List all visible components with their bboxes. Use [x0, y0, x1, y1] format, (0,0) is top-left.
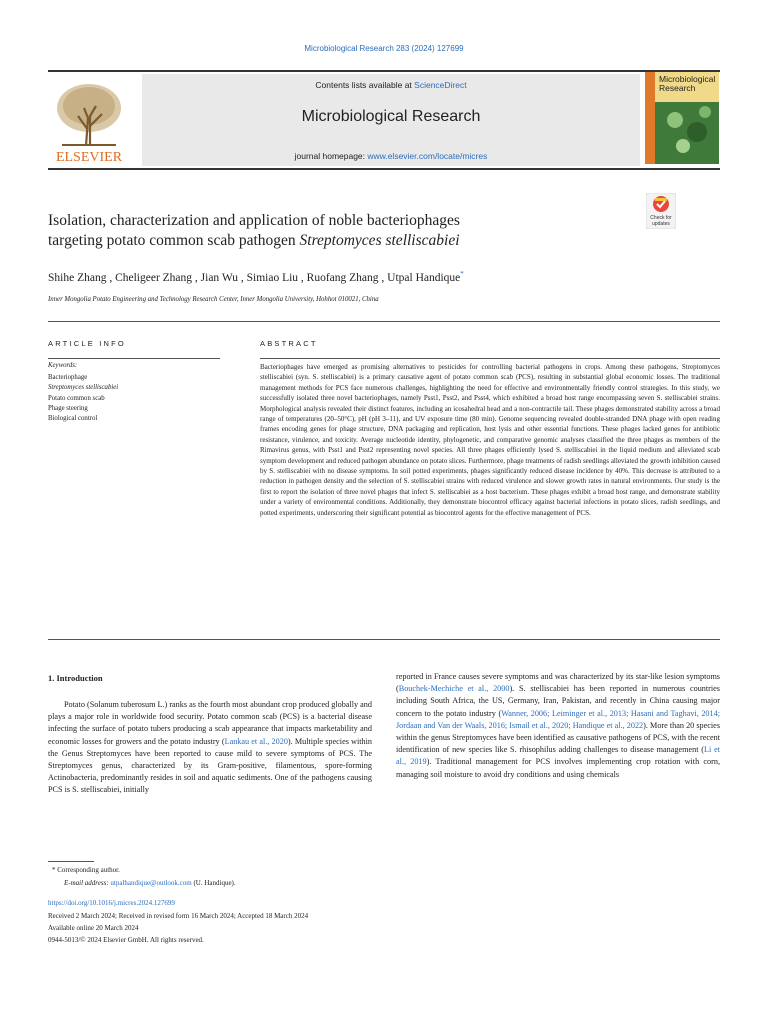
keywords-list	[48, 373, 118, 424]
cover-title-line2: Research	[659, 83, 696, 93]
contents-prefix: Contents lists available at	[315, 80, 415, 90]
journal-homepage-line	[142, 151, 640, 161]
homepage-prefix: journal homepage:	[294, 151, 368, 161]
email-note	[64, 879, 236, 887]
keyword-item: Biological control	[48, 415, 98, 423]
citation-link[interactable]: Wanner, 2006; Leiminger et al., 2013; Hasani and Taghavi, 2014; Jordaan and Van der Waals, 2016; Ismail et al., 2020; Handique et al., 2022	[396, 708, 720, 730]
intro-text: ). S. stelliscabiei has been reported in numerous countries including South Africa, the US, Germany, Iran, Pakistan, and recently in China causing major concern to the potato industry (	[396, 684, 720, 718]
footnote-rule	[48, 861, 94, 862]
intro-column-2	[396, 671, 720, 781]
email-link[interactable]: utpalhandique@outlook.com	[110, 879, 192, 887]
abstract-text: Bacteriophages have emerged as promising alternatives to pesticides for controlling bacterial pathogens in crops. Among these pathogens, Streptomyces stelliscabiei (syn. S. stelliscabiei) is a primary causative agent of potato common scab (PCS), resulting in substantial global economic losses. The traditional management methods for PCS face numerous challenges, highlighting the need for effective and environmentally friendly control strategies. In this study, we successfully isolated three novel bacteriophages, namely Psst1, Psst2, and Psst4, which exhibited a broad host range encompassing seven S. stelliscabiei strains. Morphological analysis revealed their distinct features, including an icosahedral head and a non-contractile tail. These phages demonstrated stability across a broad range of temperatures (20–50°C), pH (pH 3–11), and UV exposure time (80 min). Genome sequencing revealed double-stranded DNA phage with open reading frames encoding genes for phage structure, DNA packaging and replication, host lysis and other essential functions. These phages lacked genes for antibiotic resistance, virulence, and toxicity. Average nucleotide identity, phylogenetic, and comparative genomic analyses classified the three phages as members of the Rimavirus genus, with Psst1 and Psst2 representing novel species. All three phages efficiently lysed S. stelliscabiei in the liquid medium and alleviated scab symptom development and reduced pathogen abundance on potato slices. Furthermore, phage treatments of radish seedlings alleviated the growth inhibition caused by S. stelliscabiei with no disease symptoms. In soil potted experiments, phages significantly reduced disease incidence by 40%. This decrease is attributed to a reduction in pathogen density and the selection of S. stelliscabiei strains with reduced virulence and slower growth rates in natural environments. Our study is the first to report the isolation of three novel phages that infect S. stelliscabiei as a host bacterium. These phages exhibit a broad host range, and demonstrate stability under a variety of environmental conditions. Additionally, they demonstrate biocontrol efficacy against bacterial infections in potato slices, radish seedlings, and potted experiments, underscoring their significant potential as biocontrol agents for the effective management of PCS.	[260, 363, 720, 517]
elsevier-tree-icon	[48, 78, 130, 164]
journal-homepage-link[interactable]: www.elsevier.com/locate/micres	[367, 151, 488, 161]
abstract-rule	[260, 358, 720, 359]
sciencedirect-link[interactable]: ScienceDirect	[414, 80, 467, 90]
corresponding-author-note: * Corresponding author.	[52, 866, 120, 874]
online-date: Available online 20 March 2024	[48, 924, 139, 932]
keyword-item: Potato common scab	[48, 394, 105, 402]
intro-text: Potato (Solanum tuberosum L.) ranks as the fourth most abundant crop produced globally and plays a major role in worldwide food security. Potato common scab (PCS) is a bacterial disease infecting the surface of potato tubers producing a scab appearance that impacts marketability and economic losses for growers and the potato industry	[48, 700, 372, 746]
journal-name: Microbiological Research	[301, 108, 481, 125]
cover-title-line1: Microbiological	[659, 74, 716, 84]
check-for-updates-badge[interactable]	[646, 193, 676, 229]
keywords-label: Keywords:	[48, 362, 78, 369]
citation-link[interactable]: Bouchek-Mechiche et al., 2000	[398, 684, 510, 694]
divider-rule	[48, 321, 720, 322]
elsevier-logo[interactable]	[48, 78, 130, 164]
affiliation: Inner Mongolia Potato Engineering and Technology Research Center, Inner Mongolia University, Hohhot 010021, China	[48, 296, 379, 303]
divider-rule	[48, 639, 720, 640]
author-names: Shihe Zhang , Cheligeer Zhang , Jian Wu , Simiao Liu , Ruofang Zhang , Utpal Handique	[48, 271, 461, 284]
email-suffix: (U. Handique).	[191, 879, 236, 887]
intro-text: ). Traditional management for PCS involves implementing crop rotation with corn, managing soil moisture to avoid dry conditions and using chemicals	[396, 757, 720, 779]
journal-citation[interactable]: Microbiological Research 283 (2024) 127699	[304, 44, 464, 53]
crossmark-text-1: Check for	[650, 215, 672, 221]
intro-paragraph-1: Potato (Solanum tuberosum L.) ranks as the fourth most abundant crop produced globally and plays a major role in worldwide food security. Potato common scab (PCS) is a bacterial disease infecting the surface of potato tubers producing a scab appearance that impacts marketability and economic losses for growers and the potato industry (Lankau et al., 2020). Multiple species within the Genus Streptomyces have been reported to cause mild to severe symptoms of PCS. The Streptomyces genus, characterized by its Gram-positive, filamentous, spore-forming Actinobacteria, predominantly resides in soil and aquatic sediments. One of the pathogens causing PCS is S. stelliscabiei, initially	[48, 700, 372, 795]
intro-text: ). Multiple species within the Genus Streptomyces have been reported to cause mild to severe symptoms of PCS. The Streptomyces genus, characterized by its Gram-positive, filamentous, spore-forming Actinobacteria, predominantly resides in soil and aquatic sediments. One of the pathogens causing PCS is S. stelliscabiei, initially	[48, 736, 372, 795]
article-title	[48, 211, 608, 251]
title-line-2	[48, 231, 608, 251]
author-list	[48, 270, 648, 284]
title-line-1: Isolation, characterization and application of noble bacteriophages	[48, 212, 460, 229]
contents-line	[142, 80, 640, 90]
keyword-item: Bacteriophage	[48, 374, 88, 381]
journal-cover[interactable]	[645, 72, 719, 164]
crossmark-text-2: updates	[652, 221, 670, 227]
article-info-rule	[48, 358, 220, 359]
copyright-notice: 0944-5013/© 2024 Elsevier GmbH. All rights reserved.	[48, 936, 204, 944]
intro-paragraph-2	[396, 671, 720, 781]
email-label: E-mail address:	[64, 879, 111, 887]
intro-column-1	[48, 699, 372, 797]
doi-link[interactable]: https://doi.org/10.1016/j.micres.2024.127699	[48, 899, 175, 907]
corresponding-author-mark[interactable]: *	[460, 270, 464, 278]
article-info-heading: ARTICLE INFO	[48, 339, 126, 348]
header-bottom-rule	[48, 168, 720, 170]
citation-link[interactable]: Li et al., 2019	[396, 745, 720, 767]
intro-text: ). More than 20 species within the genus Streptomyces have been identified as causative pathogens of PCS, with the recent identification of new species like S. rhisophilus adding challenges to disease management (	[396, 720, 721, 755]
title-species-name: Streptomyces stelliscabiei	[299, 232, 460, 249]
elsevier-wordmark: ELSEVIER	[55, 150, 123, 164]
keyword-item: Phage steering	[48, 404, 88, 412]
crossmark-icon	[646, 193, 676, 229]
received-dates: Received 2 March 2024; Received in revised form 16 March 2024; Accepted 18 March 2024	[48, 912, 309, 920]
keyword-item: Streptomyces stelliscabiei	[48, 384, 119, 392]
journal-cover-image	[645, 72, 719, 164]
abstract-heading: ABSTRACT	[260, 339, 318, 348]
citation-link[interactable]: Lankau et al., 2020	[224, 736, 288, 746]
title-line-2-text: targeting potato common scab pathogen	[48, 232, 300, 249]
intro-text: reported in France causes severe symptoms and was characterized by its star-like lesion symptoms (	[396, 672, 720, 694]
introduction-heading: 1. Introduction	[48, 673, 103, 683]
header-top-rule	[48, 70, 720, 72]
